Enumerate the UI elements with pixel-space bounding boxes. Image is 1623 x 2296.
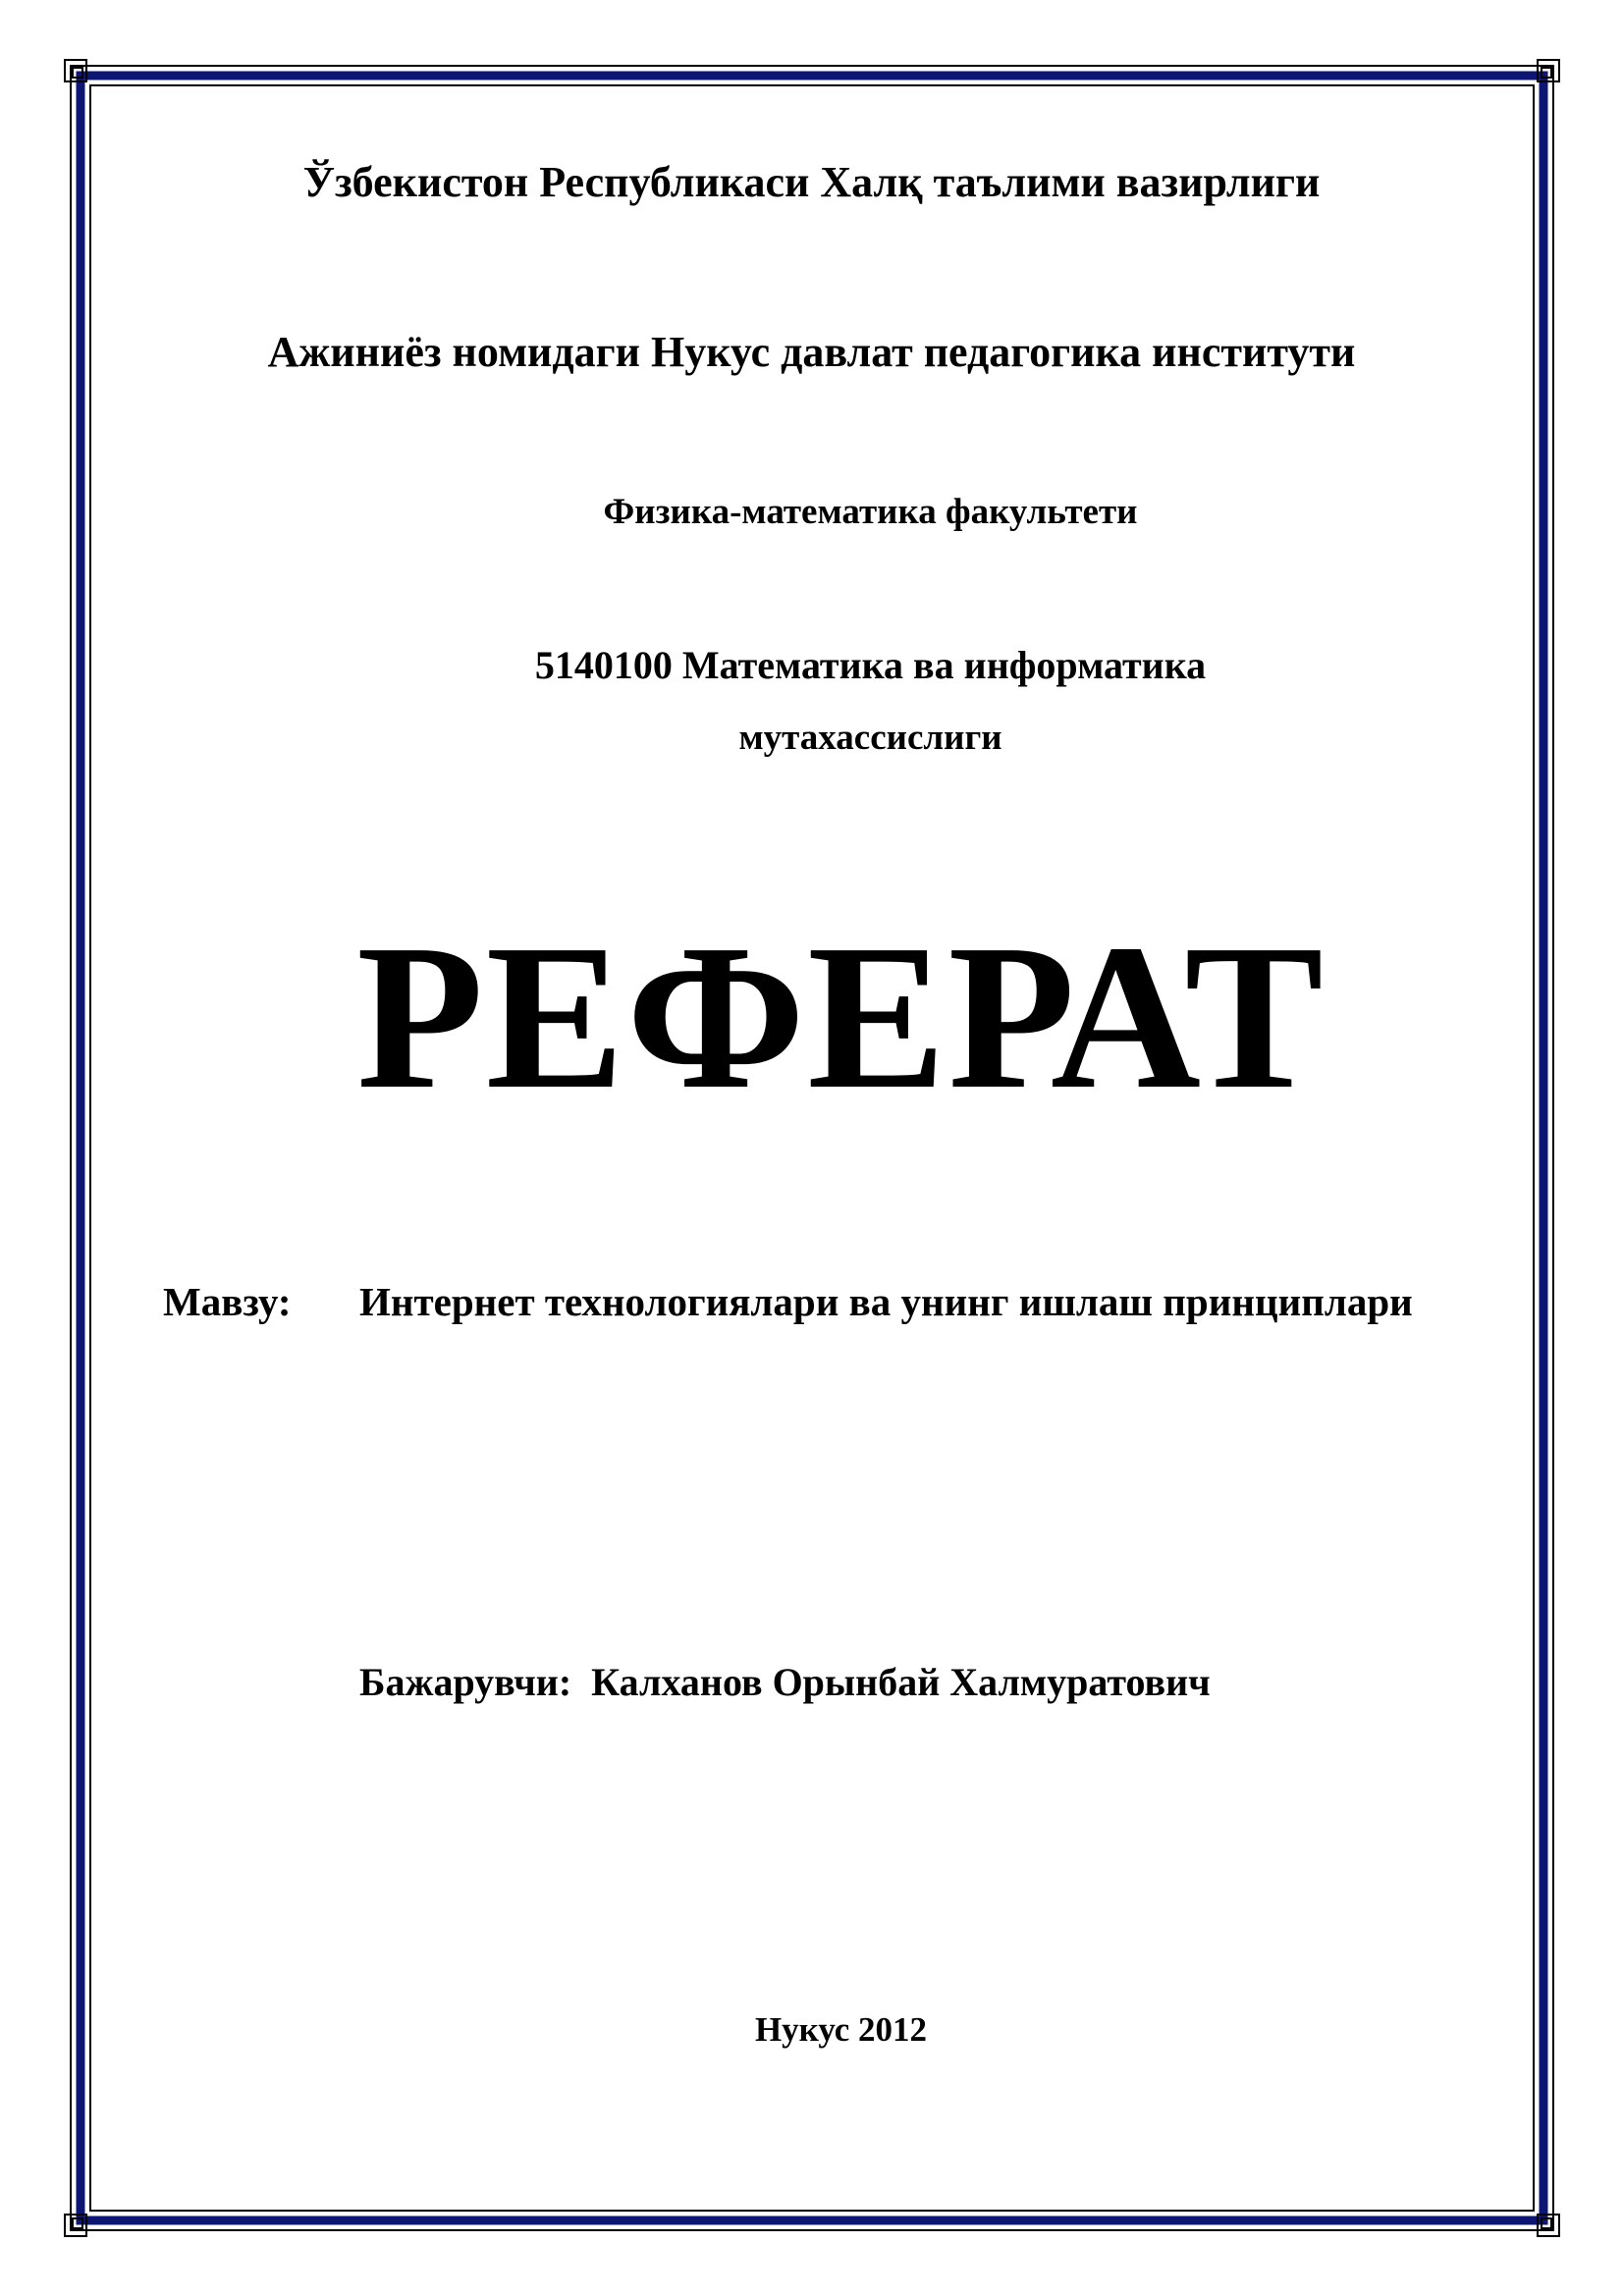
topic-label: Мавзу:	[163, 1279, 292, 1324]
institute-name: Ажиниёз номидаги Нукус давлат педагогика институти	[267, 328, 1356, 376]
topic-value: Интернет технологиялари ва унинг ишлаш принциплари	[359, 1279, 1413, 1324]
topic-row	[163, 1278, 1413, 1325]
specialty-line-1: 5140100 Математика ва информатика	[534, 643, 1207, 687]
executor-name: Калханов Орынбай Халмуратович	[591, 1660, 1211, 1704]
corner-ornament-top-right	[1538, 60, 1559, 81]
city-year: Нукус 2012	[754, 2010, 928, 2049]
corner-ornament-bottom-right	[1538, 2215, 1559, 2236]
executor-row	[359, 1659, 1211, 1705]
corner-ornament-top-left	[65, 60, 86, 81]
faculty-name: Физика-математика факультети	[603, 492, 1138, 532]
executor-label: Бажарувчи:	[359, 1660, 572, 1704]
corner-ornament-bottom-left	[65, 2215, 86, 2236]
document-type-title: РЕФЕРАТ	[356, 901, 1325, 1132]
ministry-name: Ўзбекистон Республикаси Халқ таълими вазирлиги	[302, 158, 1321, 206]
specialty-line-2: мутахассислиги	[738, 718, 1002, 758]
